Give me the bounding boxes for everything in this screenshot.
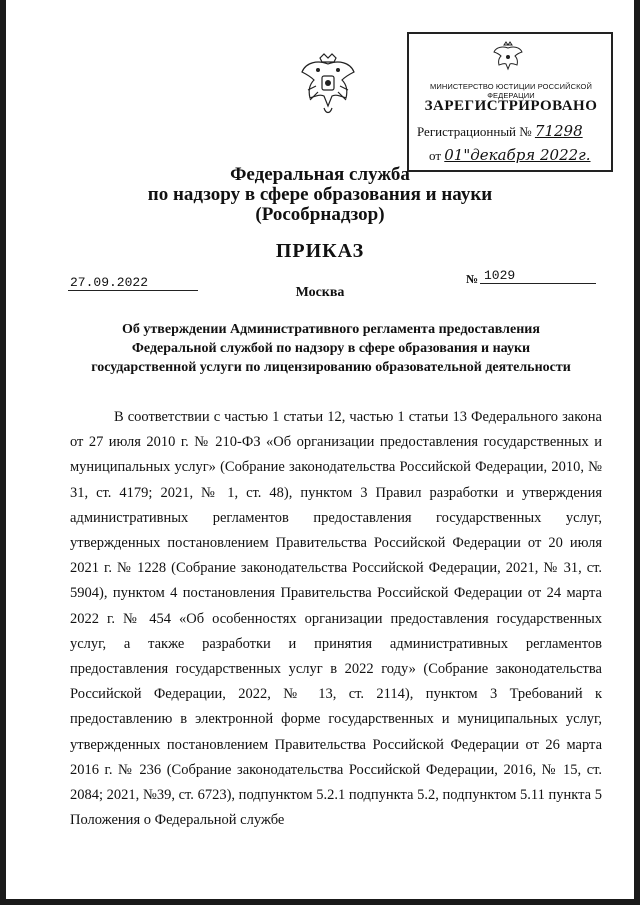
scan-edge-bottom xyxy=(0,899,640,905)
organization-title xyxy=(90,165,550,225)
stamp-date-row xyxy=(429,146,591,164)
org-line-1: Федеральная служба xyxy=(230,164,410,185)
scan-edge-left xyxy=(0,0,6,905)
order-number: 1029 xyxy=(484,268,516,283)
stamp-registered: ЗАРЕГИСТРИРОВАНО xyxy=(424,98,598,114)
coat-of-arms-icon xyxy=(296,50,360,120)
stamp-ministry: МИНИСТЕРСТВО ЮСТИЦИИ РОССИЙСКОЙ ФЕДЕРАЦИИ xyxy=(430,82,592,100)
scan-edge-right xyxy=(634,0,640,905)
document-type: ПРИКАЗ xyxy=(275,240,365,262)
stamp-date-value: 01"декабря 2022г. xyxy=(444,146,591,164)
stamp-reg-label: Регистрационный № xyxy=(417,124,532,139)
stamp-regnum-row xyxy=(417,122,583,140)
org-line-3: (Рособрнадзор) xyxy=(255,204,385,225)
stamp-emblem-icon xyxy=(491,40,525,72)
stamp-reg-number: 71298 xyxy=(534,122,583,140)
number-sign: № xyxy=(466,272,479,286)
subject-line-1: Об утверждении Административного регламента предоставления xyxy=(122,322,540,337)
subject-line-2: Федеральной службой по надзору в сфере образования и науки xyxy=(131,341,531,356)
registration-stamp xyxy=(407,32,613,172)
order-subject xyxy=(70,320,592,377)
stamp-date-prefix: от xyxy=(429,148,442,163)
city: Москва xyxy=(295,285,345,300)
org-line-2: по надзору в сфере образования и науки xyxy=(147,184,493,205)
order-date: 27.09.2022 xyxy=(70,275,149,290)
number-underline xyxy=(480,283,596,284)
subject-line-3: государственной услуги по лицензированию образовательной деятельности xyxy=(91,360,571,375)
body-paragraph: В соответствии с частью 1 статьи 12, частью 1 статьи 13 Федерального закона от 27 июля 2010 г. № 210-ФЗ «Об организации предоставления государственных и муниципальных услуг» (Собрание законодательства Российской Федерации, 2010, № 31, ст. 4179; 2021, № 1, ст. 48), пунктом 3 Правил разработки и утверждения административных регламентов предоставления государственных услуг, утвержденных постановлением Правительства Российской Федерации от 20 июля 2021 г. № 1228 (Собрание законодательства Российской Федерации, 2021, № 31, ст. 5904), пунктом 4 постановления Правительства Российской Федерации от 24 марта 2022 г. № 454 «Об особенностях организации предоставления государственных услуг, а также разработки и принятия административных регламентов предоставления государственных услуг в 2022 году» (Собрание законодательства Российской Федерации, 2022, № 13, ст. 2114), пунктом 3 Требований к предоставлению в электронной форме государственных и муниципальных услуг, утвержденных постановлением Правительства Российской Федерации от 26 марта 2016 г. № 236 (Собрание законодательства Российской Федерации, 2016, № 15, ст. 2084; 2021, №39, ст. 6723), подпунктом 5.2.1 подпункта 5.2, подпунктом 5.11 пункта 5 Положения о Федеральной службе xyxy=(70,409,602,829)
